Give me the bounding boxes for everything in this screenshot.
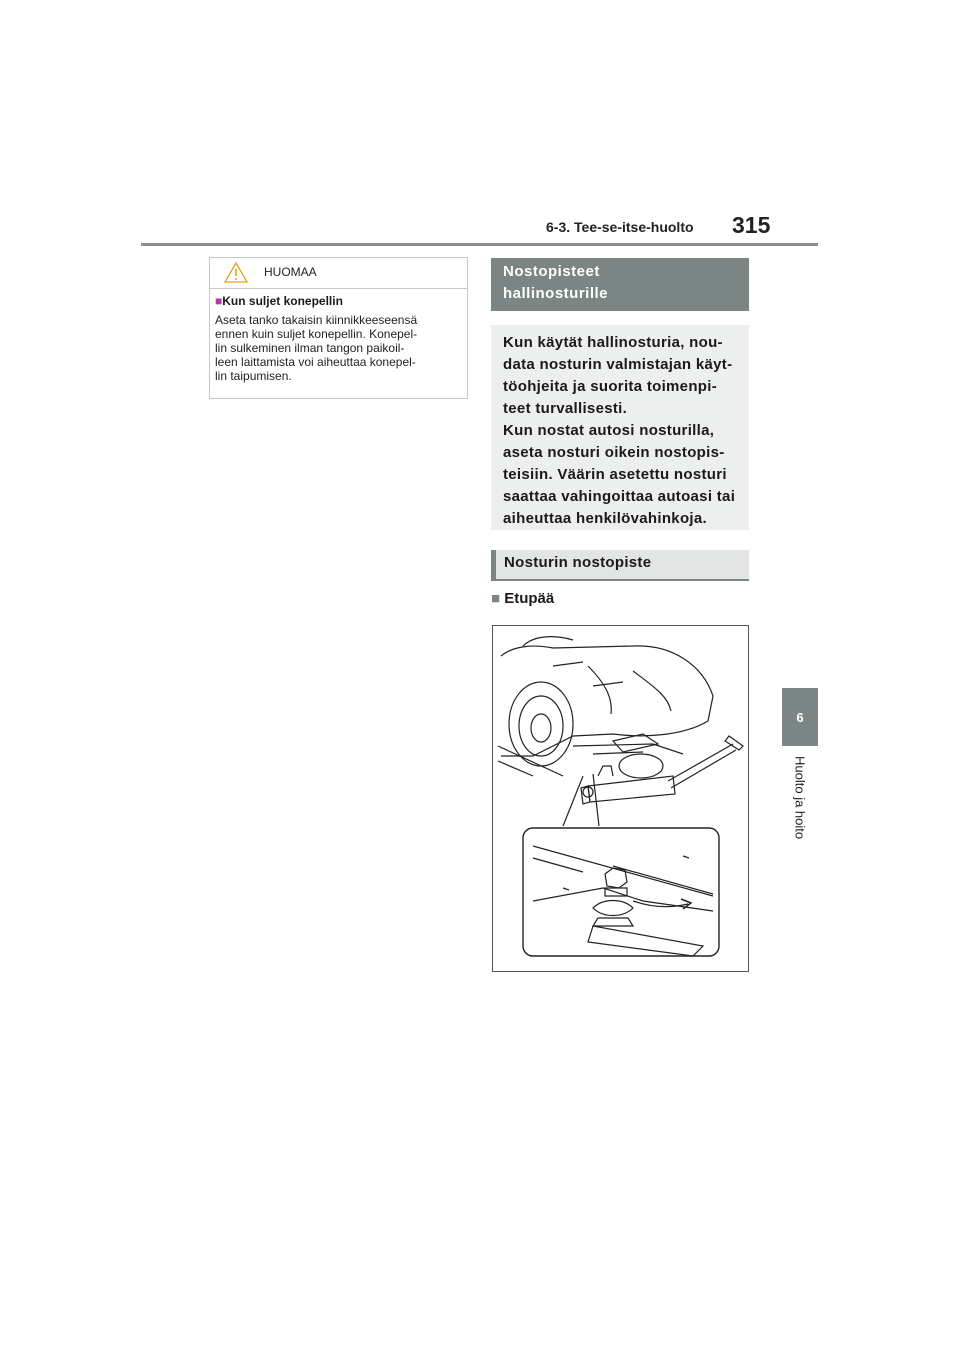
- intro-line: teet turvallisesti.: [503, 400, 628, 417]
- caution-line: leen laittamista voi aiheuttaa konepel-: [215, 355, 416, 369]
- header-section-title: 6-3. Tee-se-itse-huolto: [546, 219, 694, 235]
- square-bullet-icon: ■: [491, 590, 501, 607]
- caution-box: [209, 257, 468, 399]
- caution-line: lin sulkeminen ilman tangon paikoil-: [215, 341, 405, 355]
- intro-line: aiheuttaa henkilövahinkoja.: [503, 510, 707, 527]
- subsection-heading: Nosturin nostopiste: [491, 550, 749, 581]
- intro-line: aseta nosturi oikein nostopis-: [503, 444, 725, 461]
- jack-point-illustration: [492, 625, 749, 972]
- page-number: 315: [732, 212, 771, 238]
- caution-header: [210, 258, 467, 289]
- caution-line: lin taipumisen.: [215, 369, 292, 383]
- caution-label: HUOMAA: [264, 265, 317, 279]
- intro-line: Kun nostat autosi nosturilla,: [503, 422, 715, 439]
- intro-line: töohjeita ja suorita toimenpi-: [503, 378, 718, 395]
- intro-line: data nosturin valmistajan käyt-: [503, 356, 733, 373]
- caution-line: ennen kuin suljet konepellin. Konepel-: [215, 327, 418, 341]
- chapter-title: Huolto ja hoito: [792, 756, 808, 840]
- header-divider: [141, 243, 818, 246]
- caution-subheading: ■Kun suljet konepellin: [215, 294, 343, 308]
- item-heading: ■ Etupää: [491, 590, 555, 607]
- intro-line: saattaa vahingoittaa autoasi tai: [503, 488, 736, 505]
- square-bullet-icon: ■: [215, 294, 223, 308]
- intro-line: Kun käytät hallinosturia, nou-: [503, 334, 723, 351]
- caution-text: [215, 313, 459, 383]
- car-jack-drawing: [493, 626, 748, 971]
- caution-line: Aseta tanko takaisin kiinnikkeeseensä: [215, 313, 418, 327]
- section-heading: Nostopisteet hallinosturille: [491, 258, 749, 311]
- chapter-tab: 6: [782, 688, 818, 746]
- intro-box: [491, 325, 749, 530]
- warning-triangle-icon: [224, 262, 248, 288]
- intro-line: teisiin. Väärin asetettu nosturi: [503, 466, 727, 483]
